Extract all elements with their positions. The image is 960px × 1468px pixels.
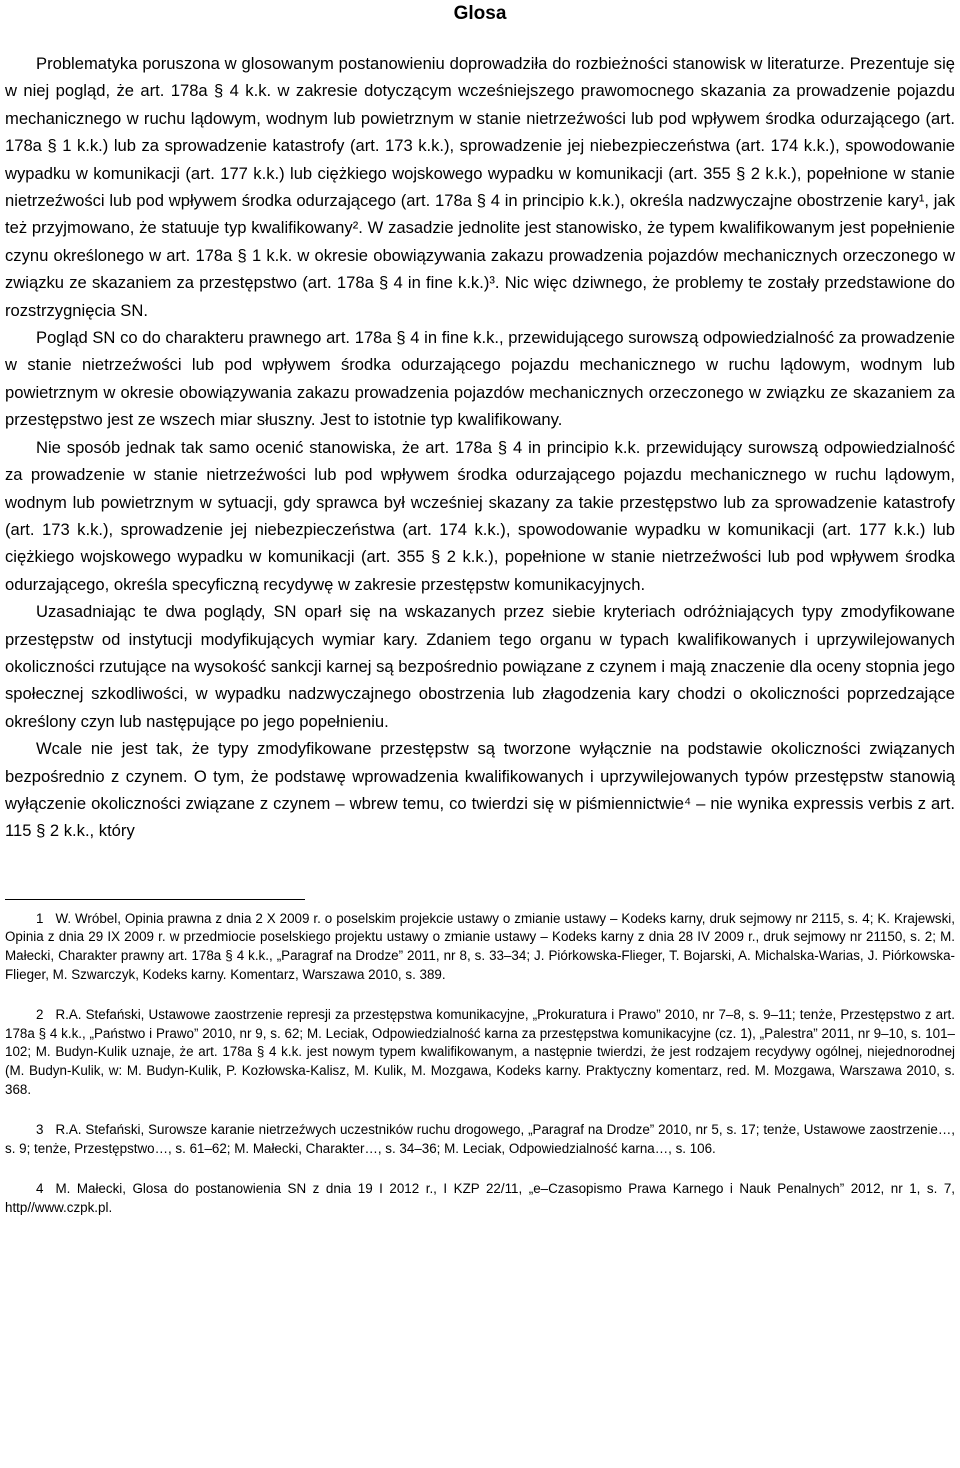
footnote-number: 2: [36, 1007, 44, 1023]
document-page: [5, 0, 955, 1240]
footnote: [5, 1180, 955, 1217]
paragraph: Uzasadniając te dwa poglądy, SN oparł się na wskazanych przez siebie kryteriach odróżniających typy zmodyfikowane przestępstw od instytucji modyfikujących wymiar kary. Zdaniem tego organu w typach kwalifikowanych i uprzywilejowanych okoliczności rzutujące na wysokość sankcji karnej są bezpośrednio powiązane z czynem i mają znaczenie dla oceny stopnia jego społecznej szkodliwości, w wypadku nadzwyczajnego obostrzenia lub złagodzenia kary chodzi o okoliczności poprzedzające określony czyn lub następujące po jego popełnieniu.: [5, 602, 955, 731]
footnote-text: M. Małecki, Glosa do postanowienia SN z dnia 19 I 2012 r., I KZP 22/11, „e–Czasopismo Prawa Karnego i Nauk Penalnych” 2012, nr 1, s. 7, http//www.czpk.pl.: [5, 1181, 955, 1215]
footnote-number: 1: [36, 910, 44, 926]
footnote-text: R.A. Stefański, Ustawowe zaostrzenie represji za przestępstwa komunikacyjne, „Prokuratura i Prawo” 2010, nr 7–8, s. 9–11; tenże, Przestępstwo z art. 178a § 4 k.k., „Państwo i Prawo” 2010, nr 9, s. 62; M. Leciak, Odpowiedzialność karna za przestępstwa komunikacyjne (cz. 1), „Palestra” 2011, nr 9–10, s. 101–102; M. Budyn-Kulik uznaje, że art. 178a § 4 k.k. jest nowym typem kwalifikowanym, a następnie twierdzi, że jest rodzajem recydywy ogólnej, niejednorodnej (M. Budyn-Kulik, w: M. Budyn-Kulik, P. Kozłowska-Kalisz, M. Kulik, M. Mozgawa, Kodeks karny. Praktyczny komentarz, red. M. Mozgawa, Warszawa 2010, s. 368.: [5, 1007, 955, 1097]
footnote-number: 4: [36, 1181, 44, 1197]
paragraph: Wcale nie jest tak, że typy zmodyfikowane przestępstw są tworzone wyłącznie na podstawie okoliczności związanych bezpośrednio z czynem. O tym, że podstawę wprowadzenia kwalifikowanych i uprzywilejowanych typów przestępstw stanowią wyłączenie okoliczności związane z czynem – wbrew temu, co twierdzi się w piśmiennictwie⁴ – nie wynika expressis verbis z art. 115 § 2 k.k., który: [5, 739, 955, 841]
footnotes: [5, 910, 955, 1218]
footnote: [5, 910, 955, 984]
footnote-number: 3: [36, 1122, 44, 1138]
footnote: [5, 1121, 955, 1158]
paragraph: Nie sposób jednak tak samo ocenić stanowiska, że art. 178a § 4 in principio k.k. przewidujący surowszą odpowiedzialność za prowadzenie w stanie nietrzeźwości lub pod wpływem środka odurzającego pojazdu mechanicznego w ruchu lądowym, wodnym lub powietrznym w sytuacji, gdy sprawca był wcześniej skazany za takie przestępstwo lub za sprowadzenie katastrofy (art. 173 k.k.), sprowadzenie jej niebezpieczeństwa (art. 174 k.k.), spowodowanie wypadku w komunikacji (art. 177 k.k.) lub ciężkiego wojskowego wypadku w komunikacji (art. 355 § 2 k.k.), popełnione w stanie nietrzeźwości lub pod wpływem środka odurzającego, określa specyficzną recydywę w zakresie przestępstw komunikacyjnych.: [5, 437, 955, 594]
footnote: [5, 1006, 955, 1099]
footnote-text: R.A. Stefański, Surowsze karanie nietrzeźwych uczestników ruchu drogowego, „Paragraf na Drodze” 2010, nr 5, s. 17; tenże, Ustawowe zaostrzenie…, s. 9; tenże, Przestępstwo…, s. 61–62; M. Małecki, Charakter…, s. 34–36; M. Leciak, Odpowiedzialność karna…, s. 106.: [5, 1122, 955, 1156]
document-title: Glosa: [453, 3, 507, 24]
footnote-separator: [5, 899, 305, 900]
footnote-text: W. Wróbel, Opinia prawna z dnia 2 X 2009 r. o poselskim projekcie ustawy o zmianie ustawy – Kodeks karny, druk sejmowy nr 2115, s. 4; K. Krajewski, Opinia z dnia 29 IX 2009 r. w przedmiocie poselskiego projektu ustawy o zmianie ustawy – Kodeks karny z dnia 28 IV 2009 r., druk sejmowy nr 21150, s. 2; M. Małecki, Charakter prawny art. 178a § 4 k.k., „Paragraf na Drodze” 2011, nr 8, s. 33–34; J. Piórkowska-Flieger, T. Bojarski, A. Michalska-Warias, J. Piórkowska-Flieger, M. Szwarczyk, Kodeks karny. Komentarz, Warszawa 2010, s. 389.: [5, 910, 955, 982]
paragraph: Pogląd SN co do charakteru prawnego art. 178a § 4 in fine k.k., przewidującego surowszą odpowiedzialność za prowadzenie w stanie nietrzeźwości lub pod wpływem środka odurzającego pojazdu mechanicznego w ruchu lądowym, wodnym lub powietrznym w okresie obowiązywania zakazu prowadzenia pojazdów mechanicznych orzeczonego w związku ze skazaniem za przestępstwo jest ze wszech miar słuszny. Jest to istotnie typ kwalifikowany.: [5, 328, 955, 430]
body-text: [5, 50, 955, 845]
paragraph: Problematyka poruszona w glosowanym postanowieniu doprowadziła do rozbieżności stanowisk w literaturze. Prezentuje się w niej pogląd, że art. 178a § 4 k.k. w zakresie dotyczącym wcześniejszego prawomocnego skazania za prowadzenie pojazdu mechanicznego w ruchu lądowym, wodnym lub powietrznym w stanie nietrzeźwości lub pod wpływem środka odurzającego (art. 178a § 1 k.k.) lub za sprowadzenie katastrofy (art. 173 k.k.), sprowadzenie jej niebezpieczeństwa (art. 174 k.k.), spowodowanie wypadku w komunikacji (art. 177 k.k.) lub ciężkiego wojskowego wypadku w komunikacji (art. 355 § 2 k.k.), popełnione w stanie nietrzeźwości lub pod wpływem środka odurzającego (art. 178a § 4 in principio k.k.), określa nadzwyczajne obostrzenie kary¹, jak też przyjmowano, że statuuje typ kwalifikowany². W zasadzie jednolite jest stanowisko, że typem kwalifikowanym jest popełnienie czynu określonego w art. 178a § 1 k.k. w okresie obowiązywania zakazu prowadzenia pojazdów mechanicznych orzeczonego w związku ze skazaniem za przestępstwo (art. 178a § 4 in fine k.k.)³. Nic więc dziwnego, że problemy te zostały przedstawione do rozstrzygnięcia SN.: [5, 54, 955, 320]
